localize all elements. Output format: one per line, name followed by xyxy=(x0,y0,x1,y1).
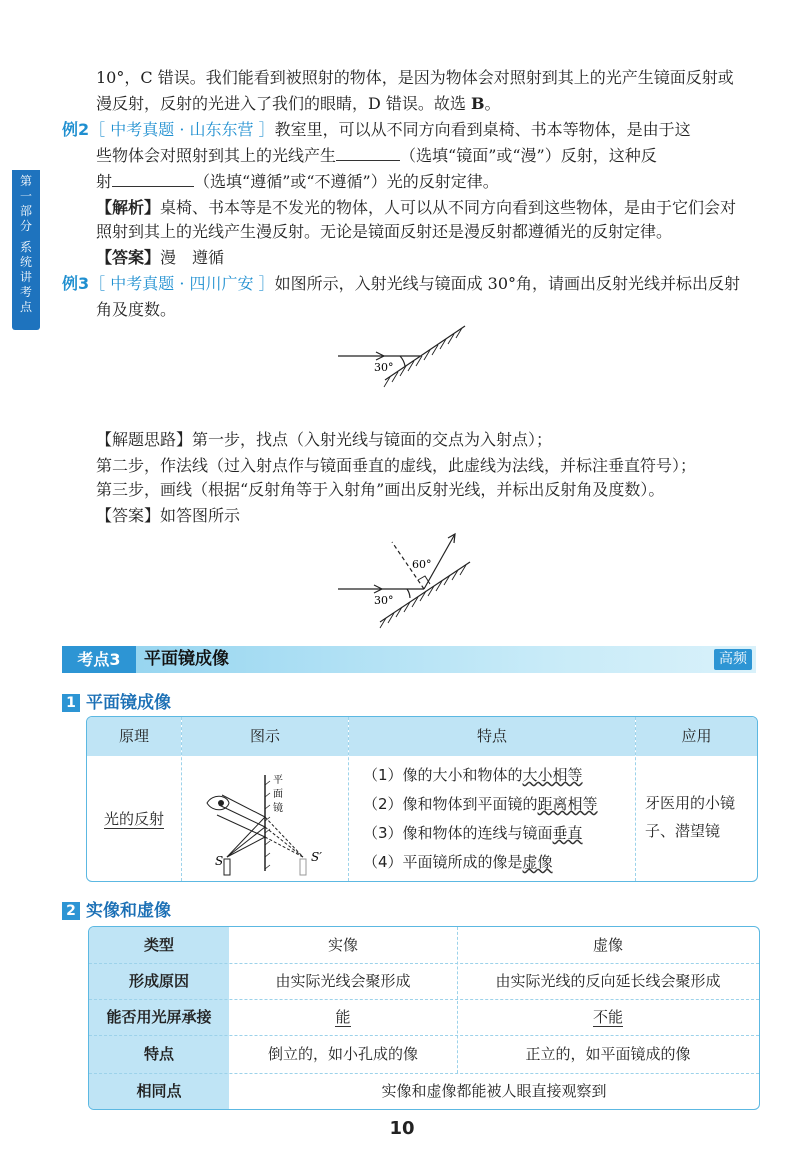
virtual-ray xyxy=(265,817,303,857)
intro-text: 。 xyxy=(484,94,501,113)
table-divider xyxy=(457,927,458,1073)
side-tab-char: 统 xyxy=(19,255,32,269)
ex2-text: （选填“镜面”或“漫”）反射，这种反 xyxy=(400,146,657,165)
cell-virtual-feature: 正立的，如平面镜成的像 xyxy=(525,1045,691,1063)
ex2-answer-tag: 【答案】 xyxy=(96,248,161,267)
frequency-badge: 高频 xyxy=(714,649,752,670)
angle-arc xyxy=(407,589,410,598)
cell-real-feature: 倒立的，如小孔成的像 xyxy=(267,1045,418,1063)
angle-arc xyxy=(400,356,405,366)
eye-pupil xyxy=(218,800,224,806)
ex2-question-line-2 xyxy=(96,144,657,168)
ex2-text: 些物体会对照射到其上的光线产生 xyxy=(96,146,337,165)
cell-virtual-type: 虚像 xyxy=(592,936,623,954)
side-tab-char: 讲 xyxy=(19,270,32,284)
feature-keyword: 大小相等 xyxy=(522,766,583,784)
angle-label: 30° xyxy=(374,361,394,374)
subheading-number: 2 xyxy=(62,902,80,920)
principle-text: 光的反射 xyxy=(103,810,164,828)
ex2-text: 教室里，可以从不同方向看到桌椅、书本等物体，是由于这 xyxy=(274,120,691,139)
ex3-figure-answer xyxy=(330,522,490,632)
table-cell-features xyxy=(363,757,633,882)
angle-label: 60° xyxy=(412,558,432,571)
light-ray xyxy=(227,827,265,857)
intro-line-1: 10°，C 错误。我们能看到被照射的物体，是因为物体会对照射到其上的光产生镜面反射或 xyxy=(96,68,734,87)
table-divider xyxy=(89,1073,759,1074)
application-text: 子、潜望镜 xyxy=(645,822,721,840)
ex2-label: 例2 xyxy=(62,120,90,139)
real-virtual-image-table xyxy=(88,926,760,1110)
side-tab-char: 分 xyxy=(19,219,32,233)
feature-keyword: 距离相等 xyxy=(537,795,598,813)
side-tab-char: 第 xyxy=(19,174,32,188)
row-label-cause: 形成原因 xyxy=(89,963,229,999)
table-divider xyxy=(89,963,759,964)
feature-text: （1）像的大小和物体的 xyxy=(363,766,523,784)
mirror-hatching xyxy=(384,328,462,387)
table-divider xyxy=(635,717,636,881)
table-cell-application xyxy=(645,757,755,882)
ex2-text: 射 xyxy=(96,172,113,191)
ex2-source: ［ 中考真题 · 山东东营 ］ xyxy=(89,120,275,139)
ex3-answer-line xyxy=(96,504,240,528)
feature-text: （2）像和物体到平面镜的 xyxy=(363,795,538,813)
plane-mirror-diagram xyxy=(197,761,337,882)
ex2-text: （选填“遵循”或“不遵循”）光的反射定律。 xyxy=(194,172,499,191)
side-tab-char: 一 xyxy=(19,189,32,203)
intro-answer: B xyxy=(471,94,485,113)
subheading-number: 1 xyxy=(62,694,80,712)
feature-item xyxy=(363,848,633,877)
reflected-ray xyxy=(217,815,265,837)
ex3-answer: 如答图所示 xyxy=(160,506,241,525)
feature-item xyxy=(363,790,633,819)
cell-common: 实像和虚像都能被人眼直接观察到 xyxy=(381,1082,607,1100)
ex2-answer-line xyxy=(96,246,224,270)
table-divider xyxy=(89,999,759,1000)
ex3-idea-tag: 【解题思路】 xyxy=(96,430,193,449)
table-cell-principle xyxy=(87,757,181,881)
section-banner xyxy=(62,646,756,673)
side-tab-char: 点 xyxy=(19,300,32,314)
angle-label: 30° xyxy=(374,594,394,607)
candle-image-icon xyxy=(300,859,306,875)
subheading-title: 实像和虚像 xyxy=(86,901,171,921)
ex3-label: 例3 xyxy=(62,274,90,293)
cell-real-screen xyxy=(229,999,457,1035)
mirror-label-char: 镜 xyxy=(273,803,283,814)
ex2-analysis-line-1 xyxy=(96,196,736,220)
cell-virtual-cause: 由实际光线的反向延长线会聚形成 xyxy=(495,972,721,990)
table-header-application: 应用 xyxy=(636,717,757,756)
feature-text: （3）像和物体的连线与镜面 xyxy=(363,824,553,842)
application-text: 牙医用的小镜 xyxy=(645,794,736,812)
ex3-answer-tag: 【答案】 xyxy=(96,506,161,525)
ex2-blank-1 xyxy=(336,144,400,161)
ex2-question-line-1 xyxy=(62,118,691,142)
row-label-feature: 特点 xyxy=(89,1035,229,1073)
feature-keyword: 垂直 xyxy=(552,824,583,842)
feature-keyword: 虚像 xyxy=(522,853,553,871)
ex3-idea-line-3: 第三步，画线（根据“反射角等于入射角”画出反射光线，并标出反射角及度数）。 xyxy=(96,480,665,499)
ex3-idea-line-2: 第二步，作法线（过入射点作与镜面垂直的虚线，此虚线为法线，并标注垂直符号）； xyxy=(96,456,697,475)
ex2-analysis-text: 桌椅、书本等是不发光的物体，人可以从不同方向看到这些物体，是由于它们会对 xyxy=(160,198,737,217)
light-ray xyxy=(227,817,265,857)
ex3-idea-text: 第一步，找点（入射光线与镜面的交点为入射点）； xyxy=(192,430,553,449)
cell-virtual-screen xyxy=(457,999,759,1035)
section-title: 平面镜成像 xyxy=(144,649,229,669)
table-divider xyxy=(348,717,349,881)
side-tab-char: 考 xyxy=(19,285,32,299)
subheading-1 xyxy=(62,688,171,713)
row-label-common: 相同点 xyxy=(89,1073,229,1109)
table-divider xyxy=(89,1035,759,1036)
mirror-label-char: 平 xyxy=(273,775,283,786)
ex3-text: 如图所示，入射光线与镜面成 30°角，请画出反射光线并标出反射 xyxy=(274,274,741,293)
ex2-question-line-3 xyxy=(96,170,499,194)
ex2-analysis-tag: 【解析】 xyxy=(96,198,161,217)
mirror-surface xyxy=(385,326,465,380)
screen-answer-virtual: 不能 xyxy=(592,1008,623,1026)
virtual-ray xyxy=(265,837,303,857)
ex3-question-line-1 xyxy=(62,272,740,296)
cell-real-type: 实像 xyxy=(327,936,358,954)
page-number: 10 xyxy=(389,1118,415,1139)
plane-mirror-table xyxy=(86,716,758,882)
ex3-source: ［ 中考真题 · 四川广安 ］ xyxy=(89,274,275,293)
table-header-diagram: 图示 xyxy=(182,717,348,756)
table-header-principle: 原理 xyxy=(87,717,181,756)
side-tab-char: 部 xyxy=(19,204,32,218)
image-label: S′ xyxy=(311,850,322,864)
intro-line-2 xyxy=(96,92,501,116)
table-header-features: 特点 xyxy=(349,717,635,756)
ex2-analysis-line-2: 照射到其上的光线产生漫反射。无论是镜面反射还是漫反射都遵循光的反射定律。 xyxy=(96,222,673,241)
virtual-ray xyxy=(265,827,303,857)
table-divider xyxy=(181,717,182,881)
row-label-type: 类型 xyxy=(89,927,229,963)
ex3-figure-incident xyxy=(330,318,480,398)
row-label-screen: 能否用光屏承接 xyxy=(89,999,229,1035)
section-tag: 考点3 xyxy=(62,646,136,673)
feature-text: （4）平面镜所成的像是 xyxy=(363,853,523,871)
ex3-question-line-2: 角及度数。 xyxy=(96,300,177,319)
ex3-idea-line-1 xyxy=(96,428,552,452)
side-tab xyxy=(12,170,40,330)
candle-icon xyxy=(224,859,230,875)
intro-text: 漫反射，反射的光进入了我们的眼睛，D 错误。故选 xyxy=(96,94,472,113)
mirror-label-char: 面 xyxy=(273,789,283,800)
ex2-answer: 漫 遵循 xyxy=(160,248,225,267)
light-ray xyxy=(227,837,265,857)
subheading-title: 平面镜成像 xyxy=(86,693,171,713)
object-label: S xyxy=(215,854,224,868)
screen-answer-real: 能 xyxy=(335,1008,351,1026)
reflected-ray xyxy=(222,795,265,817)
subheading-2 xyxy=(62,896,171,921)
feature-item xyxy=(363,761,633,790)
side-tab-char: 系 xyxy=(19,240,32,254)
ex2-blank-2 xyxy=(112,170,194,187)
feature-item xyxy=(363,819,633,848)
cell-real-cause: 由实际光线会聚形成 xyxy=(275,972,411,990)
